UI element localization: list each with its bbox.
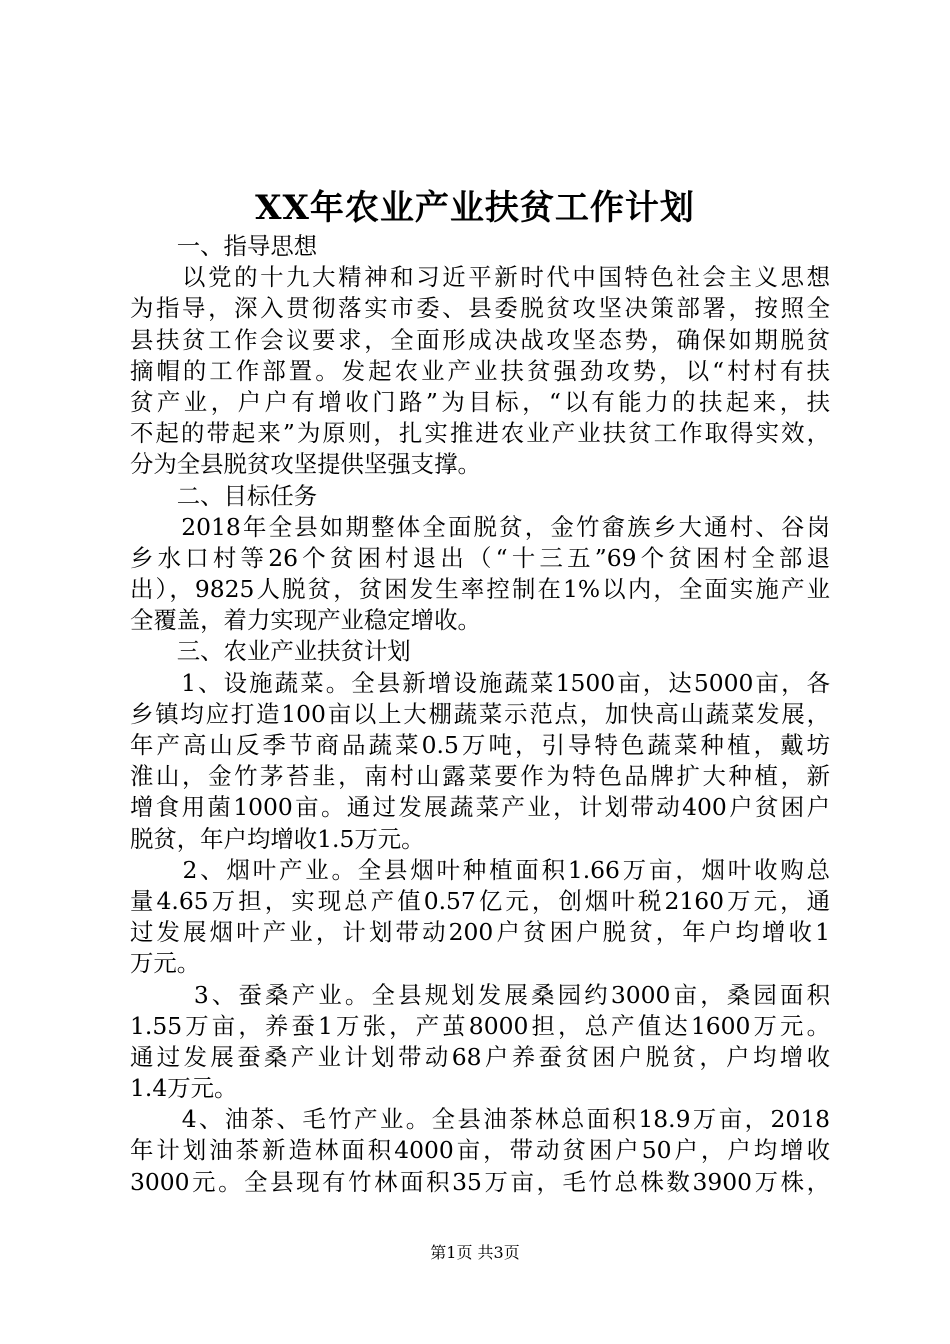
paragraph-line: 通过发展蚕桑产业计划带动68户养蚕贫困户脱贫，户均增收 xyxy=(130,1042,830,1071)
paragraph-line: 淮山，金竹茅苔韭，南村山露菜要作为特色品牌扩大种植，新 xyxy=(130,762,830,791)
paragraph-line: 年计划油茶新造林面积4000亩，带动贫困户50户，户均增收 xyxy=(130,1136,830,1165)
paragraph-line: 4、油茶、毛竹产业。全县油茶林总面积18.9万亩，2018 xyxy=(130,1105,830,1134)
document-body xyxy=(130,231,830,1198)
paragraph-line: 摘帽的工作部置。发起农业产业扶贫强劲攻势，以“村村有扶 xyxy=(130,356,830,385)
paragraph-line: 不起的带起来”为原则，扎实推进农业产业扶贫工作取得实效， xyxy=(130,419,830,448)
document-title: XX年农业产业扶贫工作计划 xyxy=(255,188,695,228)
paragraph-line: 3000元。全县现有竹林面积35万亩，毛竹总株数3900万株， xyxy=(130,1167,830,1196)
paragraph-line: 分为全县脱贫攻坚提供坚强支撑。 xyxy=(130,450,481,479)
paragraph-line: 量4.65万担，实现总产值0.57亿元，创烟叶税2160万元，通 xyxy=(130,886,830,915)
section-heading: 三、农业产业扶贫计划 xyxy=(130,637,411,666)
paragraph-line: 为指导，深入贯彻落实市委、县委脱贫攻坚决策部署，按照全 xyxy=(130,294,830,323)
paragraph-line: 2018年全县如期整体全面脱贫，金竹畲族乡大通村、谷岗 xyxy=(130,512,830,541)
paragraph-line: 全覆盖，着力实现产业稳定增收。 xyxy=(130,606,481,635)
paragraph-line: 3、蚕桑产业。全县规划发展桑园约3000亩，桑园面积 xyxy=(130,980,830,1009)
paragraph-line: 脱贫，年户均增收1.5万元。 xyxy=(130,824,425,853)
paragraph-line: 以党的十九大精神和习近平新时代中国特色社会主义思想 xyxy=(130,263,830,292)
paragraph-line: 1.4万元。 xyxy=(130,1074,238,1103)
paragraph-line: 2、烟叶产业。全县烟叶种植面积1.66万亩，烟叶收购总 xyxy=(130,855,830,884)
paragraph-line: 增食用菌1000亩。通过发展蔬菜产业，计划带动400户贫困户 xyxy=(130,793,830,822)
section-heading: 一、指导思想 xyxy=(130,232,318,260)
page-footer: 第1页 共3页 xyxy=(430,1243,520,1262)
paragraph-line: 年产高山反季节商品蔬菜0.5万吨，引导特色蔬菜种植，戴坊 xyxy=(130,731,830,759)
paragraph-line: 县扶贫工作会议要求，全面形成决战攻坚态势，确保如期脱贫 xyxy=(130,325,830,354)
paragraph-line: 万元。 xyxy=(130,949,201,978)
paragraph-line: 乡水口村等26个贫困村退出（“十三五”69个贫困村全部退 xyxy=(130,543,830,572)
paragraph-line: 乡镇均应打造100亩以上大棚蔬菜示范点，加快高山蔬菜发展， xyxy=(130,699,830,728)
section-heading: 二、目标任务 xyxy=(130,481,318,510)
paragraph-line: 1、设施蔬菜。全县新增设施蔬菜1500亩，达5000亩，各 xyxy=(130,668,830,697)
paragraph-line: 过发展烟叶产业，计划带动200户贫困户脱贫，年户均增收1 xyxy=(130,918,830,947)
paragraph-line: 出），9825人脱贫，贫困发生率控制在1%以内，全面实施产业 xyxy=(130,575,830,604)
paragraph-line: 1.55万亩，养蚕1万张，产茧8000担，总产值达1600万元。 xyxy=(130,1011,830,1040)
paragraph-line: 贫产业，户户有增收门路”为目标，“以有能力的扶起来，扶 xyxy=(130,387,830,416)
